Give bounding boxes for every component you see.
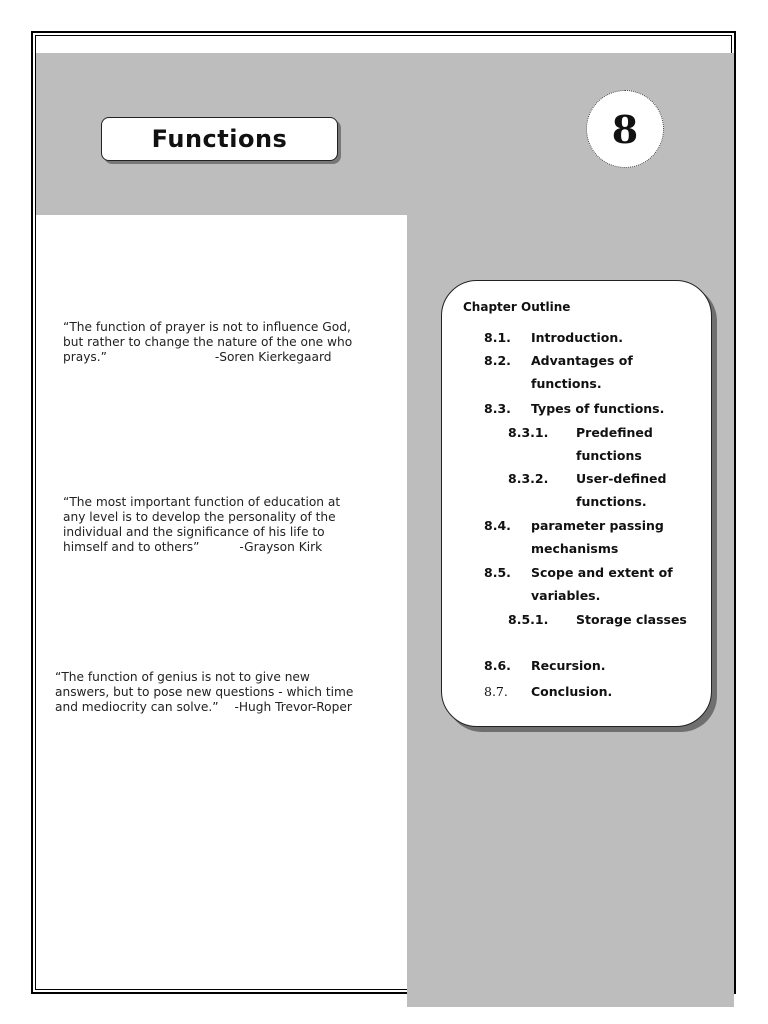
outline-text: variables. [531,588,601,603]
quote-line: “The most important function of education at [63,495,341,509]
quote-last-line [63,540,340,555]
outline-text: functions. [531,376,602,391]
outline-text: functions. [576,494,647,509]
chapter-title: Functions [151,125,288,153]
chapter-number: 8 [611,106,639,152]
quote-line: “The function of genius is not to give new [55,670,310,684]
outline-number: 8.4. [484,518,511,533]
outline-number: 8.3. [484,401,511,416]
quote-line: himself and to others” [63,540,200,554]
outline-text: Storage classes [576,612,687,627]
quote-line: and mediocrity can solve.” [55,700,219,714]
outline-text: Recursion. [531,658,606,673]
outline-heading: Chapter Outline [463,300,571,314]
quote-line: prays.” [63,350,107,364]
outline-number: 8.1. [484,330,511,345]
outline-number: 8.3.2. [508,471,549,486]
quote-author: -Hugh Trevor-Roper [234,700,352,714]
quote-line: but rather to change the nature of the one who [63,335,353,349]
outline-number: 8.2. [484,353,511,368]
outline-text: Predefined [576,425,653,440]
quote-last-line [63,350,352,365]
chapter-title-box [101,117,338,161]
outline-text: Advantages of [531,353,633,368]
outline-text: functions [576,448,642,463]
quote-last-line [55,700,353,715]
outline-number: 8.7. [484,684,508,699]
quote-1 [63,320,352,365]
outline-number: 8.5.1. [508,612,549,627]
outline-text: mechanisms [531,541,619,556]
quote-3 [55,670,353,715]
outline-text: parameter passing [531,518,664,533]
outline-text: Introduction. [531,330,624,345]
outline-number: 8.6. [484,658,511,673]
quote-line: answers, but to pose new questions - which time [55,685,354,699]
outline-text: Types of functions. [531,401,665,416]
quote-author: -Grayson Kirk [239,540,323,554]
quote-line: individual and the significance of his life to [63,525,325,539]
quote-line: any level is to develop the personality of the [63,510,336,524]
quote-line: “The function of prayer is not to influence God, [63,320,351,334]
quote-2 [63,495,340,555]
outline-text: User-defined [576,471,667,486]
chapter-number-badge [586,90,664,168]
outline-text: Conclusion. [531,684,613,699]
outline-number: 8.5. [484,565,511,580]
quote-author: -Soren Kierkegaard [214,350,332,364]
outline-text: Scope and extent of [531,565,673,580]
outline-number: 8.3.1. [508,425,549,440]
